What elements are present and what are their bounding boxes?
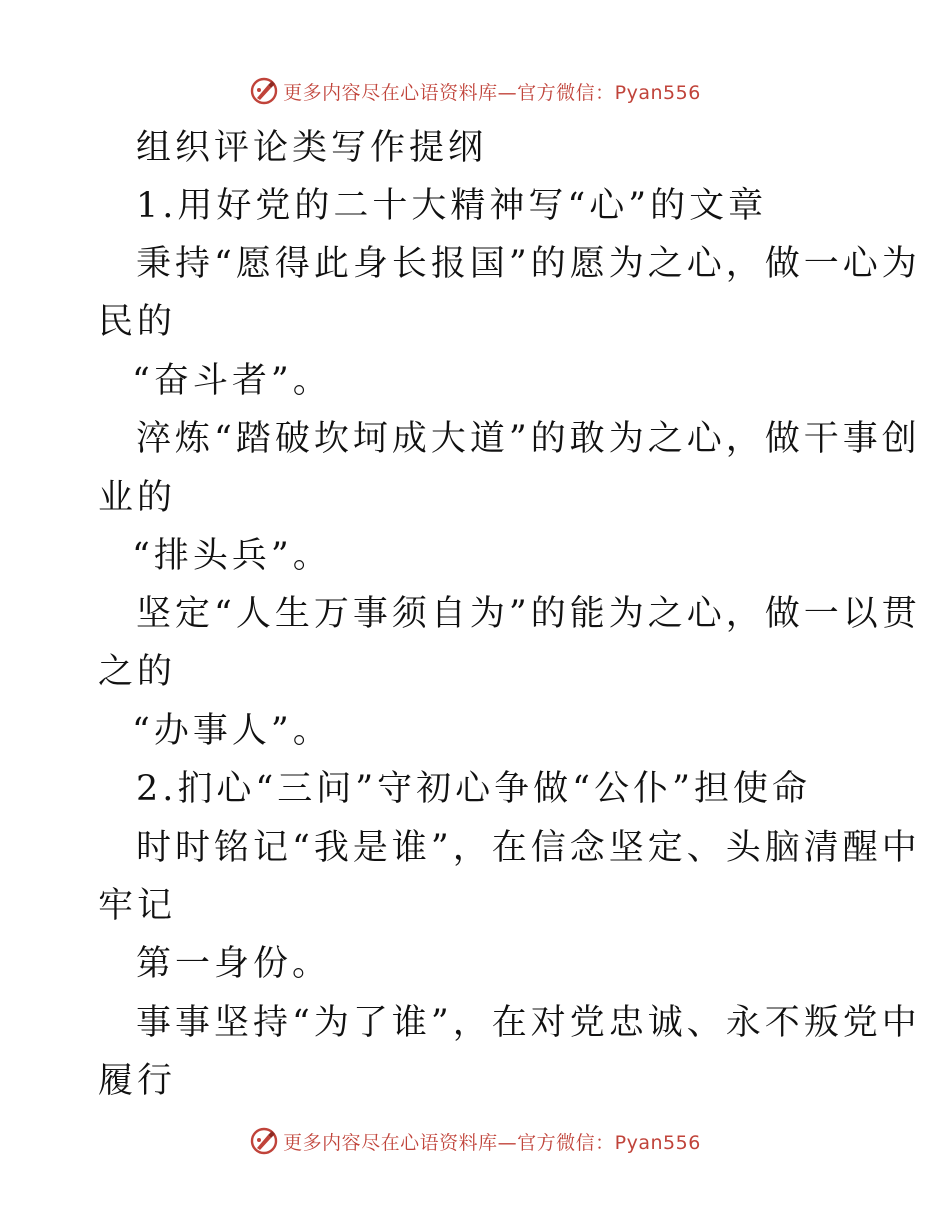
text-line: 履行 [98,1061,177,1101]
text-line: 秉持“愿得此身长报国”的愿为之心，做一心为 [136,244,921,284]
text-line: 之的 [98,652,177,692]
text-line: “奋斗者”。 [132,361,332,401]
footer-banner [0,1124,950,1158]
text-line: 牢记 [98,886,177,926]
text-line: 坚定“人生万事须自为”的能为之心，做一以贯 [136,594,921,634]
footer-banner-text: 更多内容尽在心语资料库—官方微信：Pyan556 [283,1131,701,1154]
text-line: 民的 [98,302,177,342]
document-title: 组织评论类写作提纲 [136,128,488,168]
header-banner-text: 更多内容尽在心语资料库—官方微信：Pyan556 [283,81,701,104]
text-line: 2.扪心“三问”守初心争做“公仆”担使命 [136,769,811,809]
text-line: 业的 [98,478,177,518]
pen-seal-icon [249,1126,279,1156]
text-line: “办事人”。 [132,711,332,751]
text-line: 第一身份。 [136,944,332,984]
text-line: “排头兵”。 [132,536,332,576]
text-line: 1.用好党的二十大精神写“心”的文章 [136,186,768,226]
text-line: 淬炼“踏破坎坷成大道”的敢为之心，做干事创 [136,419,921,459]
text-line: 时时铭记“我是谁”，在信念坚定、头脑清醒中 [136,828,921,868]
text-line: 事事坚持“为了谁”，在对党忠诚、永不叛党中 [136,1003,921,1043]
